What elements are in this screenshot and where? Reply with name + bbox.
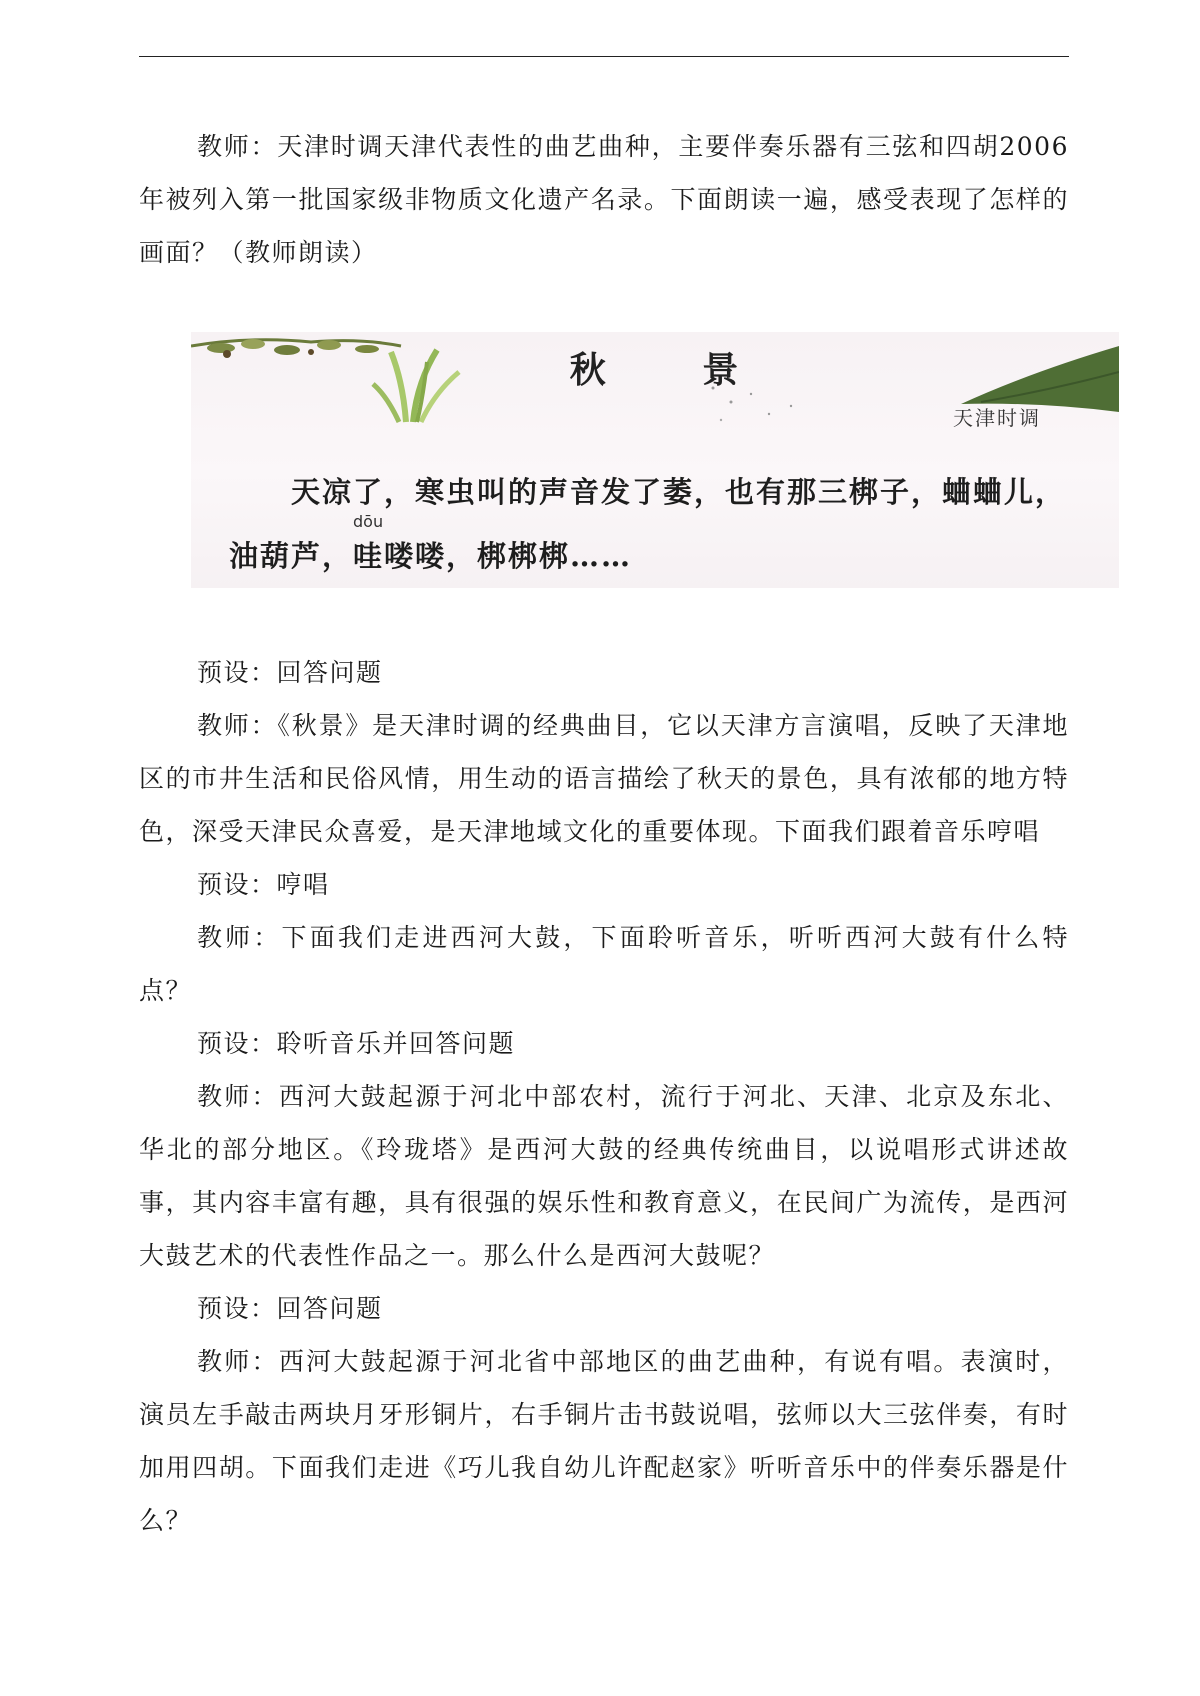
- header-rule: [139, 56, 1069, 57]
- paragraph: 预设：回答问题: [197, 1294, 383, 1323]
- figure-title: 秋 景: [569, 349, 781, 391]
- lyric-illustration: [191, 332, 1119, 588]
- figure-subtitle: 天津时调: [953, 406, 1041, 430]
- paragraph: 教师：下面我们走进西河大鼓，下面聆听音乐，听听西河大鼓有什么特点？: [139, 923, 1069, 1005]
- paragraph: 预设：聆听音乐并回答问题: [197, 1029, 516, 1058]
- paragraph: 教师：《秋景》是天津时调的经典曲目，它以天津方言演唱，反映了天津地区的市井生活和民俗风情，用生动的语言描绘了秋天的景色，具有浓郁的地方特色，深受天津民众喜爱，是天津地域文化的重要体现。下面我们跟着音乐哼唱: [139, 711, 1069, 846]
- lyric-line: 天凉了，寒虫叫的声音发了萎，也有那三梆子，蛐蛐儿，: [291, 475, 1067, 509]
- pinyin-annotation: dōu: [353, 512, 384, 531]
- paragraph: 教师：西河大鼓起源于河北省中部地区的曲艺曲种，有说有唱。表演时，演员左手敲击两块月牙形铜片，右手铜片击书鼓说唱，弦师以大三弦伴奏，有时加用四胡。下面我们走进《巧儿我自幼儿许配赵家》听听音乐中的伴奏乐器是什么？: [139, 1347, 1069, 1535]
- document-body: [139, 120, 1069, 1547]
- paragraph: 预设：回答问题: [197, 658, 383, 687]
- paragraph: 教师：天津时调天津代表性的曲艺曲种，主要伴奏乐器有三弦和四胡2006年被列入第一批国家级非物质文化遗产名录。下面朗读一遍，感受表现了怎样的画面？（教师朗读）: [139, 132, 1069, 267]
- paragraph: 预设：哼唱: [197, 870, 330, 899]
- paragraph: 教师：西河大鼓起源于河北中部农村，流行于河北、天津、北京及东北、华北的部分地区。《玲珑塔》是西河大鼓的经典传统曲目，以说唱形式讲述故事，其内容丰富有趣，具有很强的娱乐性和教育意义，在民间广为流传，是西河大鼓艺术的代表性作品之一。那么什么是西河大鼓呢？: [139, 1082, 1069, 1270]
- lyric-line: 油葫芦，哇喽喽，梆梆梆……: [229, 539, 633, 573]
